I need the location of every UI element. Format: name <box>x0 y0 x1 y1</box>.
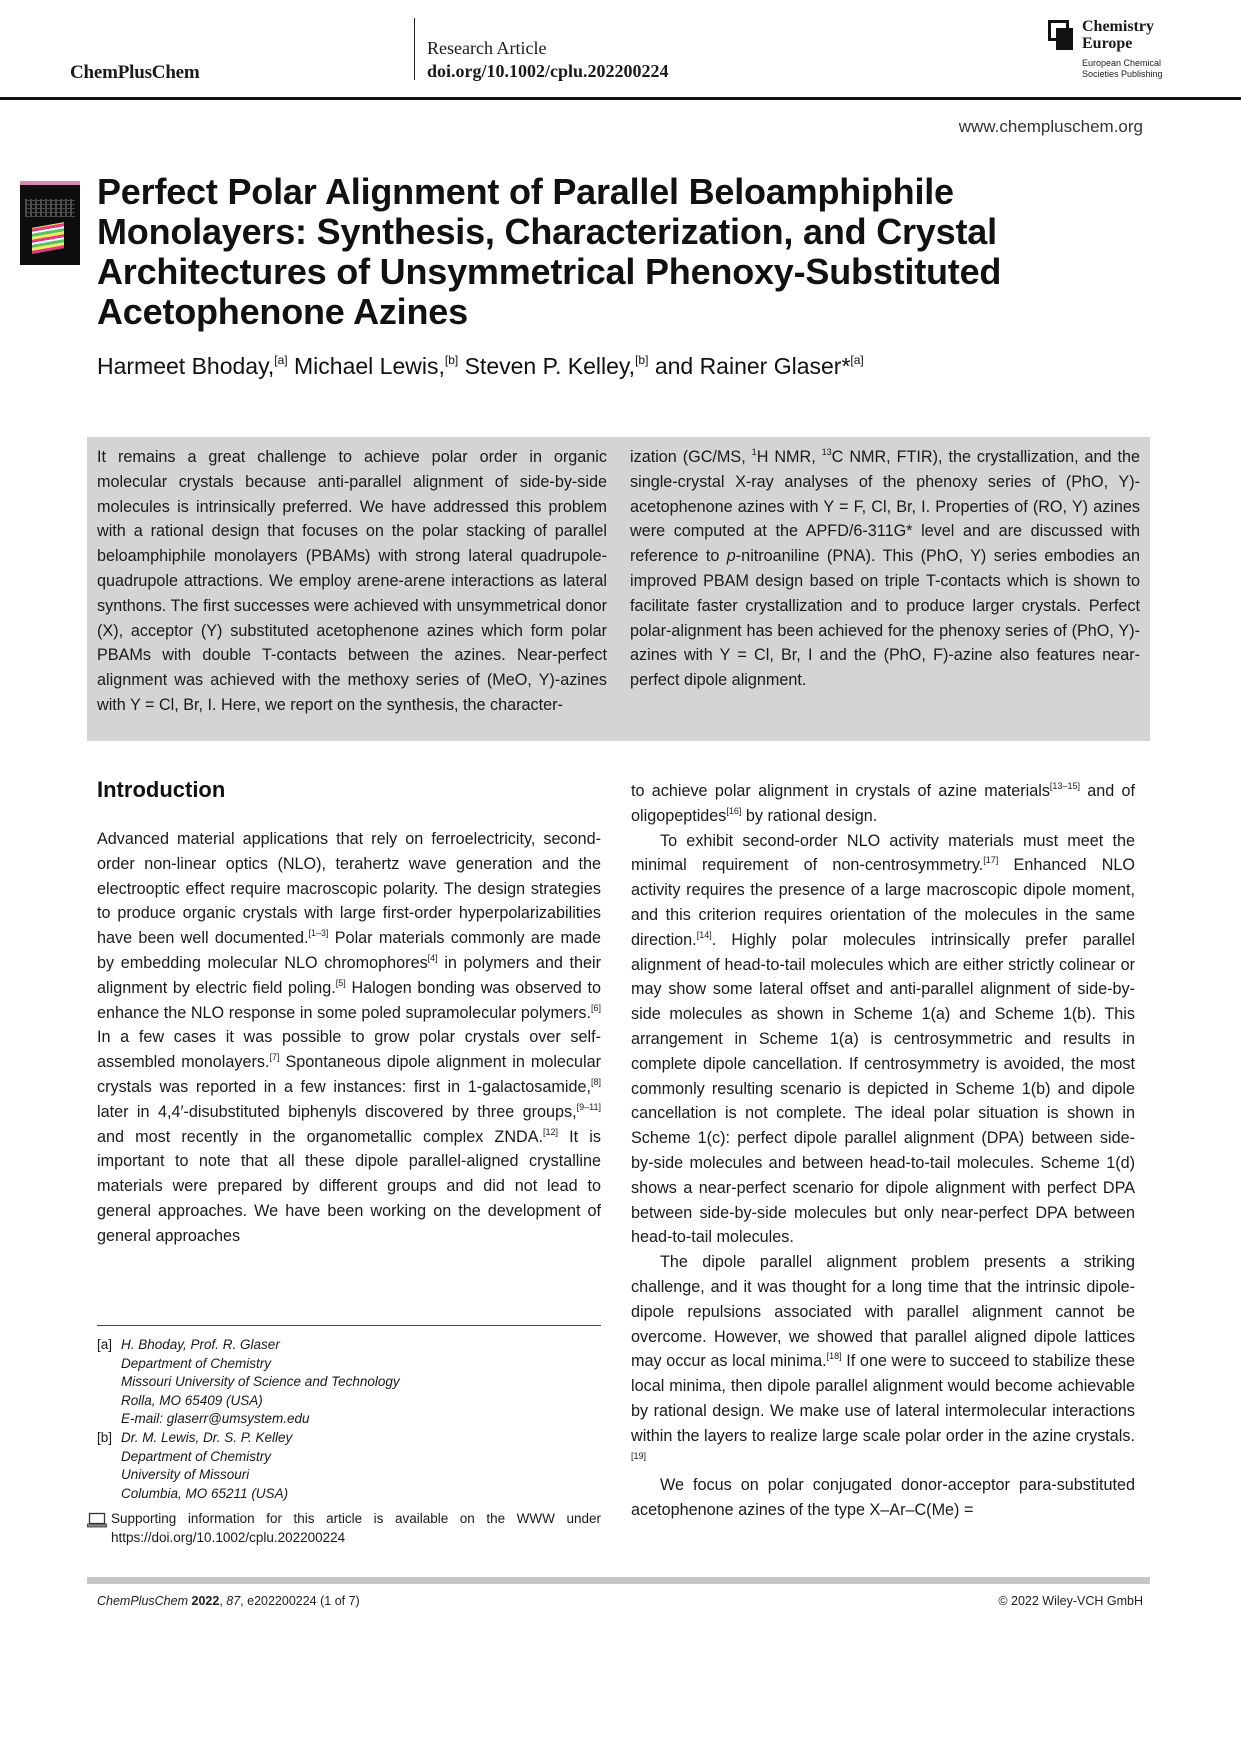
paragraph: Advanced material applications that rely on ferroelectricity, second-order non-linear optics (NLO), terahertz wave generation and the electrooptic effect require macroscopic polarity. The design strategies to produce organic crystals with large first-order hyperpolarizabilities have been well documented.[1–3] Polar materials commonly are made by embedding molecular NLO chromophores[4] in polymers and their alignment by electric field poling.[5] Halogen bonding was observed to enhance the NLO response in some poled supramolecular polymers.[6] In a few cases it was possible to grow polar crystals over self-assembled monolayers.[7] Spontaneous dipole alignment in molecular crystals was reported in a few instances: first in 1-galactosamide,[8] later in 4,4′-disubstituted biphenyls discovered by three groups,[9–11] and most recently in the organometallic complex ZNDA.[12] It is important to note that all these dipole parallel-aligned crystalline materials were prepared by different groups and did not lead to general approaches. We have been working on the development of general approaches <box>97 830 602 1245</box>
chemistry-europe-logo-icon <box>1048 20 1074 50</box>
author-list <box>97 353 864 380</box>
affiliation-marker: [a] <box>274 353 288 367</box>
article-type: Research Article <box>427 38 547 58</box>
affiliation-marker: [a] <box>850 353 864 367</box>
citation[interactable]: [7] <box>269 1052 280 1063</box>
doi-link[interactable]: doi.org/10.1002/cplu.202200224 <box>427 61 669 81</box>
email-link[interactable]: E-mail: glaserr@umsystem.edu <box>121 1411 310 1427</box>
journal-website-link[interactable]: www.chempluschem.org <box>958 117 1143 136</box>
footer-bar <box>87 1577 1150 1584</box>
paragraph: We focus on polar conjugated donor-acceptor para-substituted acetophenone azines of the type X–Ar–C(Me) = <box>631 1476 1135 1520</box>
citation[interactable]: [9–11] <box>576 1101 601 1112</box>
paragraph: To exhibit second-order NLO activity materials must meet the minimal requirement of non-centrosymmetry.[17] Enhanced NLO activity requires the presence of a large macroscopic dipole moment, and this criterion requires orientation of the molecules in the same direction.[14]. Highly polar molecules intrinsically prefer parallel alignment of head-to-tail molecules which are either strictly colinear or may show some lateral offset and anti-parallel alignment of side-by-side molecules as shown in Scheme 1(a) and Scheme 1(b). This arrangement in Scheme 1(a) is centrosymmetric and results in complete dipole cancellation. If centrosymmetry is avoided, the most commonly resulting scenario is depicted in Scheme 1(b) and dipole cancellation is not complete. The ideal polar situation is shown in Scheme 1(c): perfect dipole parallel alignment (DPA) between side-by-side molecules and between head-to-tail molecules. Scheme 1(d) shows a near-perfect scenario for dipole alignment with perfect DPA between side-by-side molecules but only near-perfect DPA between head-to-tail molecules. <box>631 831 1135 1247</box>
abstract-right-column: ization (GC/MS, $^1$H NMR, $^{13}$C NMR, FTIR), the crystallization, and the single-crystal X-ray analyses of the phenoxy series of (PhO, Y)-acetophenone azines with Y = F, Cl, Br, I. Properties of (RO, Y) azines were computed at the APFD/6-311G* level and are discussed with reference to p-nitroaniline (PNA). This (PhO, Y) series embodies an improved PBAM design based on triple T-contacts which is shown to facilitate faster crystallization and to produce larger crystals. Perfect polar-alignment has been achieved for the phenoxy series of (PhO, Y)-azines with Y = Cl, Br, I and the (PhO, F)-azine also features near-perfect dipole alignment. <box>630 447 1140 690</box>
paragraph: The dipole parallel alignment problem presents a striking challenge, and it was thought for a long time that the intrinsic dipole-dipole repulsions associated with parallel alignment cannot be overcome. However, we showed that parallel aligned dipole lattices may occur as local minima.[18] If one were to succeed to stabilize these local minima, then dipole parallel alignment would become achievable by rational design. We make use of lateral intermolecular interactions within the layers to realize large scale polar order in the azine crystals.[19] <box>631 1253 1135 1461</box>
supporting-info-link[interactable]: Supporting information for this article is available on the WWW under https://doi.org/10.1002/cplu.202200224 <box>111 1511 601 1545</box>
journal-name: ChemPlusChem <box>70 62 200 83</box>
author: Steven P. Kelley, <box>464 353 636 379</box>
section-heading-introduction: Introduction <box>97 777 226 802</box>
citation[interactable]: [12] <box>543 1126 559 1137</box>
header-rule <box>0 97 1241 100</box>
author: Michael Lewis, <box>294 353 445 379</box>
paragraph: to achieve polar alignment in crystals of azine materials[13–15] and of oligopeptides[16] by rational design. <box>631 781 1135 825</box>
citation[interactable]: [6] <box>590 1002 601 1013</box>
citation[interactable]: [1–3] <box>308 928 329 939</box>
publisher-name: Chemistry Europe <box>1082 18 1154 52</box>
body-right-column <box>631 779 1135 1523</box>
publisher-logo <box>1048 18 1178 82</box>
article-title: Perfect Polar Alignment of Parallel Beloamphiphile Monolayers: Synthesis, Characterization, and Crystal Architectures of Unsymmetrical Phenoxy-Substituted Acetophenone Azines <box>97 171 1002 332</box>
affiliation-b: [b] Dr. M. Lewis, Dr. S. P. Kelley Department of Chemistry University of Missouri Columbia, MO 65211 (USA) <box>97 1429 293 1501</box>
affiliation-marker: [b] <box>444 353 459 367</box>
abstract-box <box>87 437 1150 741</box>
footer-copyright: © 2022 Wiley-VCH GmbH <box>998 1594 1143 1608</box>
computer-icon <box>87 1512 111 1547</box>
supporting-info-note <box>87 1510 601 1547</box>
citation[interactable]: [19] <box>631 1450 647 1461</box>
footer-citation: ChemPlusChem 2022, 87, e202200224 (1 of 7) <box>97 1594 360 1608</box>
citation[interactable]: [13–15] <box>1049 781 1080 791</box>
header-divider <box>414 18 415 80</box>
affiliations <box>97 1336 601 1503</box>
citation[interactable]: [16] <box>726 805 742 816</box>
affiliation-a: [a] H. Bhoday, Prof. R. Glaser Department of Chemistry Missouri University of Science and Technology Rolla, MO 65409 (USA) E-mail: glaserr@umsystem.edu <box>97 1336 601 1429</box>
author: Harmeet Bhoday, <box>97 353 275 379</box>
publisher-subtitle: European Chemical Societies Publishing <box>1082 58 1163 79</box>
footnote-divider <box>97 1325 601 1326</box>
author: and Rainer Glaser* <box>654 353 851 379</box>
citation[interactable]: [18] <box>826 1351 842 1362</box>
citation[interactable]: [4] <box>427 952 438 963</box>
citation[interactable]: [5] <box>335 977 346 988</box>
citation[interactable]: [14] <box>696 929 712 940</box>
citation[interactable]: [8] <box>590 1076 601 1087</box>
affiliation-marker: [b] <box>635 353 649 367</box>
citation[interactable]: [17] <box>983 855 999 866</box>
abstract-left-column: It remains a great challenge to achieve polar order in organic molecular crystals because anti-parallel alignment of side-by-side molecules is intrinsically preferred. We have addressed this problem with a rational design that focuses on the polar stacking of parallel beloamphiphile monolayers (PBAMs) with strong lateral quadrupole-quadrupole attractions. We employ arene-arene interactions as lateral synthons. The first successes were achieved with unsymmetrical donor (X), acceptor (Y) substituted acetophenone azines which form polar PBAMs with double T-contacts between the azines. Near-perfect alignment was achieved with the methoxy series of (MeO, Y)-azines with Y = Cl, Br, I. Here, we report on the synthesis, the character- <box>97 448 607 714</box>
body-left-column <box>97 827 601 1249</box>
journal-cover-thumbnail-icon <box>20 181 80 265</box>
